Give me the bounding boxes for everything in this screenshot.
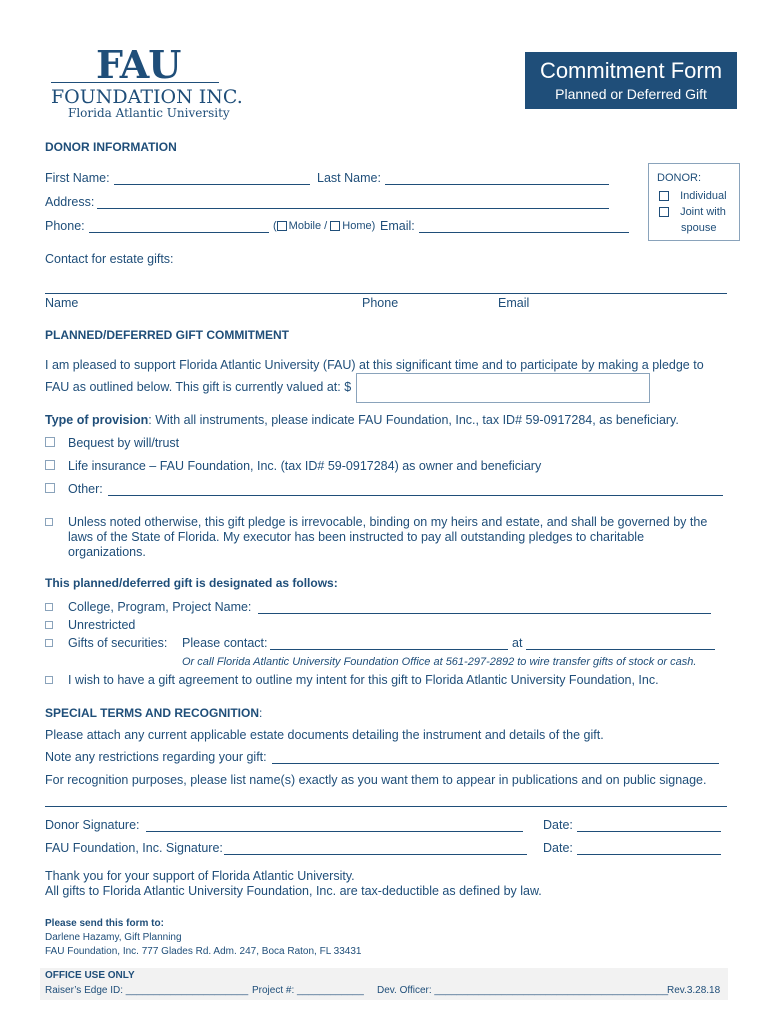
provision-label: Type of provision: [45, 413, 149, 427]
mobile-checkbox[interactable]: [277, 221, 287, 231]
donor-type-label: DONOR:: [657, 172, 701, 184]
mobile-label: Mobile /: [288, 220, 328, 232]
restrictions-label: Note any restrictions regarding your gift:: [45, 750, 267, 764]
estate-contact-label: Contact for estate gifts:: [45, 252, 174, 266]
fau-date-label: Date:: [543, 841, 573, 855]
irrevocable-bullet: [45, 518, 53, 526]
attach-text: Please attach any current applicable estate documents detailing the instrument and details of the gift.: [45, 728, 604, 742]
donor-signature-field[interactable]: [146, 831, 523, 832]
bequest-label: Bequest by will/trust: [68, 436, 180, 450]
individual-option[interactable]: [659, 190, 727, 202]
donor-date-field[interactable]: [577, 831, 721, 832]
other-field[interactable]: [108, 495, 723, 496]
address-label: Address:: [45, 195, 95, 209]
joint-checkbox[interactable]: [659, 207, 669, 217]
project-number-field[interactable]: Project #: ____________: [252, 985, 364, 996]
other-label: Other:: [68, 482, 103, 496]
call-note: Or call Florida Atlantic University Foundation Office at 561-297-2892 to wire transfer gifts of stock or cash.: [182, 656, 697, 668]
at-field[interactable]: [526, 649, 715, 650]
email-field[interactable]: [419, 232, 629, 233]
life-insurance-checkbox[interactable]: [45, 460, 55, 470]
donor-date-label: Date:: [543, 818, 573, 832]
restrictions-field[interactable]: [272, 763, 719, 764]
phone-type: ( Mobile / Home): [273, 220, 376, 232]
donor-info-heading: DONOR INFORMATION: [45, 140, 177, 154]
address-field[interactable]: [97, 208, 609, 209]
joint-option[interactable]: [659, 206, 726, 218]
fau-signature-field[interactable]: [224, 854, 527, 855]
send-heading: Please send this form to:: [45, 918, 164, 929]
provision-text: Type of provision: With all instruments, please indicate FAU Foundation, Inc., tax ID# 59-0917284, as beneficiary.: [45, 413, 679, 427]
home-checkbox[interactable]: [330, 221, 340, 231]
special-heading: SPECIAL TERMS AND RECOGNITION:: [45, 706, 263, 720]
send-line-1: Darlene Hazamy, Gift Planning: [45, 932, 182, 943]
last-name-label: Last Name:: [317, 171, 381, 185]
unrestricted-checkbox[interactable]: [45, 621, 53, 629]
form-title: Commitment Form: [539, 58, 723, 83]
recognition-field[interactable]: [45, 806, 727, 807]
form-title-box: [525, 52, 737, 109]
unrestricted-label: Unrestricted: [68, 618, 136, 632]
irrevocable-line-3: organizations.: [68, 545, 146, 559]
at-label: at: [512, 636, 523, 650]
securities-label: Gifts of securities:: [68, 636, 168, 650]
office-use-heading: OFFICE USE ONLY: [45, 970, 135, 981]
home-label: Home): [342, 220, 376, 232]
college-field[interactable]: [258, 613, 711, 614]
raisers-edge-field[interactable]: Raiser’s Edge ID: ______________________: [45, 985, 249, 996]
logo-rule: [51, 82, 219, 83]
bequest-checkbox[interactable]: [45, 437, 55, 447]
recognition-text: For recognition purposes, please list name(s) exactly as you want them to appear in publications and on public signage.: [45, 773, 707, 787]
fau-date-field[interactable]: [577, 854, 721, 855]
individual-label: Individual: [680, 190, 727, 202]
revision-label: Rev.3.28.18: [667, 985, 721, 996]
commitment-heading: PLANNED/DEFERRED GIFT COMMITMENT: [45, 328, 289, 342]
individual-checkbox[interactable]: [659, 191, 669, 201]
estate-phone-col: Phone: [362, 296, 399, 310]
first-name-field[interactable]: [114, 184, 310, 185]
joint-label-cont: spouse: [681, 222, 717, 234]
contact-label: Please contact:: [182, 636, 268, 650]
first-name-label: First Name:: [45, 171, 110, 185]
irrevocable-line-2: laws of the State of Florida. My executor has been instructed to pay all outstanding pledges to charitable: [68, 530, 645, 544]
send-line-2: FAU Foundation, Inc. 777 Glades Rd. Adm. 247, Boca Raton, FL 33431: [45, 946, 362, 957]
phone-label: Phone:: [45, 219, 85, 233]
agreement-label: I wish to have a gift agreement to outline my intent for this gift to Florida Atlantic University Foundation, Inc.: [68, 673, 659, 687]
thanks-line-2: All gifts to Florida Atlantic University Foundation, Inc. are tax-deductible as defined by law.: [45, 884, 542, 898]
securities-checkbox[interactable]: [45, 639, 53, 647]
college-label: College, Program, Project Name:: [68, 600, 252, 614]
gift-amount-field[interactable]: [356, 373, 650, 403]
logo-title: FOUNDATION INC.: [51, 86, 243, 108]
college-checkbox[interactable]: [45, 603, 53, 611]
email-label: Email:: [380, 219, 415, 233]
agreement-checkbox[interactable]: [45, 676, 53, 684]
fau-signature-label: FAU Foundation, Inc. Signature:: [45, 841, 223, 855]
contact-field[interactable]: [270, 649, 508, 650]
phone-field[interactable]: [89, 232, 269, 233]
dev-officer-field[interactable]: Dev. Officer: __________________________________________: [377, 985, 669, 996]
logo-subtitle: Florida Atlantic University: [68, 106, 230, 120]
donor-type-box: [648, 163, 740, 241]
designation-heading: This planned/deferred gift is designated as follows:: [45, 576, 338, 590]
valued-text: FAU as outlined below. This gift is currently valued at: $: [45, 380, 352, 394]
estate-contact-field[interactable]: [45, 293, 727, 294]
donor-signature-label: Donor Signature:: [45, 818, 140, 832]
joint-label: Joint with: [680, 206, 726, 218]
pledge-text: I am pleased to support Florida Atlantic University (FAU) at this significant time and to participate by making a pledge to: [45, 358, 704, 372]
other-checkbox[interactable]: [45, 483, 55, 493]
estate-email-col: Email: [498, 296, 530, 310]
irrevocable-line-1: Unless noted otherwise, this gift pledge is irrevocable, binding on my heirs and estate, and shall be governed by the: [68, 515, 708, 529]
logo-mark: FAU: [96, 42, 181, 87]
thanks-line-1: Thank you for your support of Florida Atlantic University.: [45, 869, 355, 883]
form-subtitle: Planned or Deferred Gift: [555, 86, 707, 102]
estate-name-col: Name: [45, 296, 79, 310]
life-insurance-label: Life insurance – FAU Foundation, Inc. (tax ID# 59-0917284) as owner and beneficiary: [68, 459, 542, 473]
last-name-field[interactable]: [385, 184, 609, 185]
